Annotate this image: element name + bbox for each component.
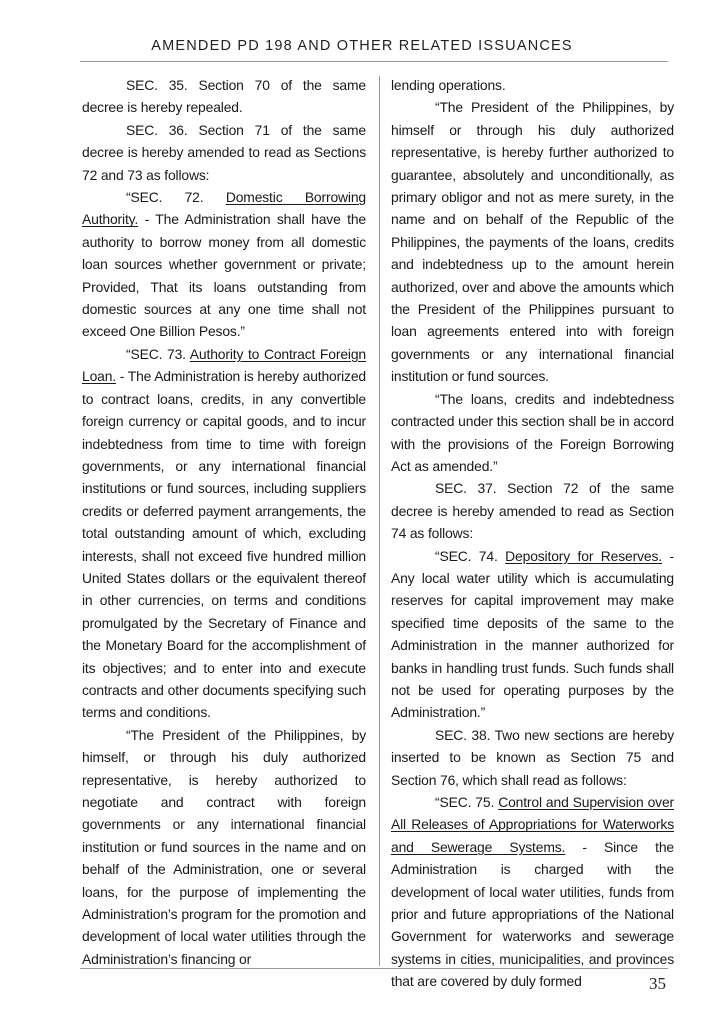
section-74-body: - Any local water utility which is accumulating reserves for capital improvement may make specified time deposits of the same to the Administration in the manner authorized for banks in handling trust funds. Such funds shall not be used for operating purposes by the Administration.” <box>391 547 674 721</box>
section-75-heading: Control and Supervision over All Releases of Appropriations for Waterworks and Sewerage Systems. <box>391 794 675 855</box>
president-authority-paragraph: “The President of the Philippines, by himself, or through his duly authorized representative, is hereby authorized to negotiate and contract with foreign governments or any international financial institution or fund sources in the name and on behalf of the Administration, one or several loans, for the purpose of implementing the Administration’s program for the promotion and development of local water utilities through the Administration’s financing or <box>82 726 366 967</box>
section-72-body: - The Administration shall have the authority to borrow money from all domestic loan sources whether government or private; Provided, That its loans outstanding from domestic sources at any one time shall not exceed One Billion Pesos.” <box>82 211 366 340</box>
section-38-paragraph: SEC. 38. Two new sections are hereby inserted to be known as Section 75 and Section 76, which shall read as follows: <box>391 726 674 788</box>
section-37-paragraph: SEC. 37. Section 72 of the same decree is hereby amended to read as Section 74 as follows: <box>391 480 674 542</box>
section-72-heading: Domestic Borrowing Authority. <box>82 189 366 228</box>
page-number: 35 <box>649 974 666 993</box>
section-74-lead: “SEC. 74. <box>435 547 498 564</box>
left-column <box>82 74 366 970</box>
section-72-paragraph <box>82 186 366 343</box>
foreign-borrowing-paragraph: “The loans, credits and indebtedness contracted under this section shall be in accord with the provisions of the Foreign Borrowing Act as amended.” <box>391 390 674 474</box>
running-header: AMENDED PD 198 AND OTHER RELATED ISSUANCES <box>151 38 573 54</box>
section-73-lead: “SEC. 73. <box>126 345 186 362</box>
section-75-lead: “SEC. 75. <box>435 794 495 810</box>
section-73-paragraph <box>82 343 366 724</box>
section-35-paragraph: SEC. 35. Section 70 of the same decree is hereby repealed. <box>82 77 366 116</box>
footer-divider <box>80 968 668 969</box>
section-73-heading: Authority to Contract Foreign Loan. <box>82 345 366 385</box>
section-73-body: - The Administration is hereby authorized to contract loans, credits, in any convertible foreign currency or capital goods, and to incur indebtedness from time to time with foreign governments, or any international financial institutions or fund sources, including suppliers credits or deferred payment arrangements, the total outstanding amount of which, excluding interests, shall not exceed five hundred million United States dollars or the equivalent thereof in other currencies, on terms and conditions promulgated by the Secretary of Finance and the Monetary Board for the accomplishment of its objectives; and to enter into and execute contracts and other documents specifying such terms and conditions. <box>82 368 366 721</box>
section-36-paragraph: SEC. 36. Section 71 of the same decree is hereby amended to read as Sections 72 and 73 as follows: <box>82 121 366 183</box>
section-72-lead: “SEC. 72. <box>126 189 204 206</box>
column-divider <box>379 76 380 966</box>
continuation-line: lending operations. <box>391 77 506 93</box>
header-divider <box>80 61 668 62</box>
right-column <box>391 74 674 993</box>
section-75-paragraph <box>391 791 674 993</box>
guarantee-paragraph: “The President of the Philippines, by himself or through his duly authorized representative, is hereby further authorized to guarantee, absolutely and unconditionally, as primary obligor and not as mere surety, in the name and on behalf of the Republic of the Philippines, the payments of the loans, credits and indebtedness up to the amount herein authorized, over and above the amounts which the President of the Philippines pursuant to loan agreements entered into with foreign governments or any international financial institution or fund sources. <box>391 99 674 385</box>
section-75-body: - Since the Administration is charged with the development of local water utilities, funds from prior and future appropriations of the National Government for waterworks and sewerage systems in cities, municipalities, and provinces that are covered by duly formed <box>391 838 674 990</box>
section-74-paragraph <box>391 545 674 724</box>
section-74-heading: Depository for Reserves. <box>505 547 662 564</box>
